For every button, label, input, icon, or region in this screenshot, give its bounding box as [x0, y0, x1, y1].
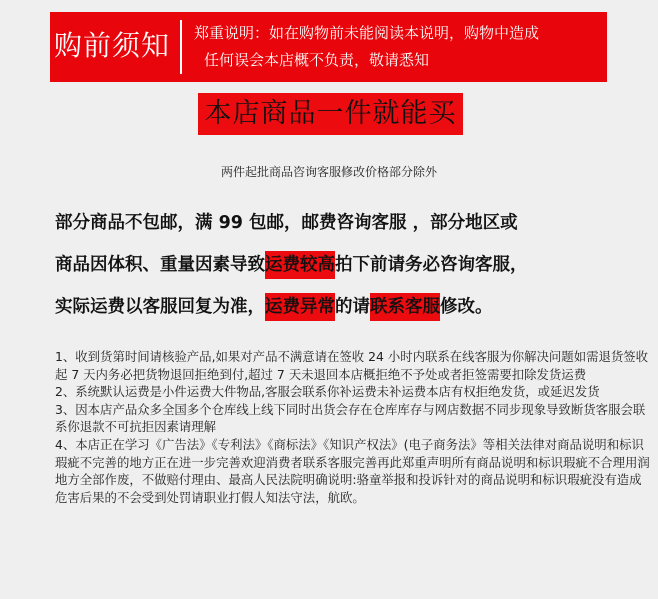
terms-item: 3、因本店产品众多全国多个仓库线上线下同时出货会存在仓库库存与网店数据不同步现象导致断货客服会联系你退款不可抗拒因素请理解	[55, 401, 646, 435]
headline: 本店商品一件就能买	[198, 93, 463, 135]
subline: 两件起批商品咨询客服修改价格部分除外	[220, 165, 437, 179]
shipping-line-3-pre: 实际运费以客服回复为准，	[55, 297, 265, 317]
highlight-high-shipping: 运费较高	[265, 251, 335, 279]
banner-title: 购前须知	[54, 29, 171, 62]
shipping-line-3-post: 修改。	[440, 297, 493, 317]
terms-list	[55, 348, 650, 506]
banner-note	[194, 20, 604, 74]
shipping-line-1: 部分商品不包邮，满 99 包邮，邮费咨询客服 ，部分地区或	[55, 213, 518, 233]
banner-divider	[180, 20, 182, 74]
shipping-line-2	[55, 244, 655, 286]
shipping-line-2-post: 拍下前请务必咨询客服，	[335, 255, 528, 275]
banner-note-line2: 任何误会本店概不负责，敬请悉知	[204, 51, 430, 69]
notice-banner	[50, 12, 607, 82]
shipping-notice	[55, 202, 655, 328]
banner-note-line1: 郑重说明：如在购物前未能阅读本说明，购物中造成	[194, 24, 540, 42]
shipping-line-3-mid: 的请	[335, 297, 370, 317]
terms-item: 2、系统默认运费是小件运费大件物品,客服会联系你补运费未补运费本店有权拒绝发货，或延迟发货	[55, 384, 600, 400]
highlight-abnormal-shipping: 运费异常	[265, 293, 335, 321]
terms-item: 4、本店正在学习《广告法》《专利法》《商标法》《知识产权法》(电子商务法》等相关法律对商品说明和标识瑕疵不完善的地方正在进一步完善欢迎消费者联系客服完善再此郑重声明所有商品说明和标识瑕疵不合理用润地方全部作废，不做赔付理由、最高人民法院明确说明:骆童举报和投诉针对的商品说明和标识瑕疵没有造成危害后果的不会受到处罚请职业打假人知法守法，航欧。	[55, 436, 650, 505]
highlight-contact-service: 联系客服	[370, 293, 440, 321]
shipping-line-3	[55, 286, 655, 328]
terms-item: 1、收到货第时间请核验产品,如果对产品不满意请在签收 24 小时内联系在线客服为你解决问题如需退货签收起 7 天内务必把货物退回拒绝到付,超过 7 天未退回本店概拒绝不予处或者拒签需要扣除发货运费	[55, 349, 649, 382]
shipping-line-2-pre: 商品因体积、重量因素导致	[55, 255, 265, 275]
